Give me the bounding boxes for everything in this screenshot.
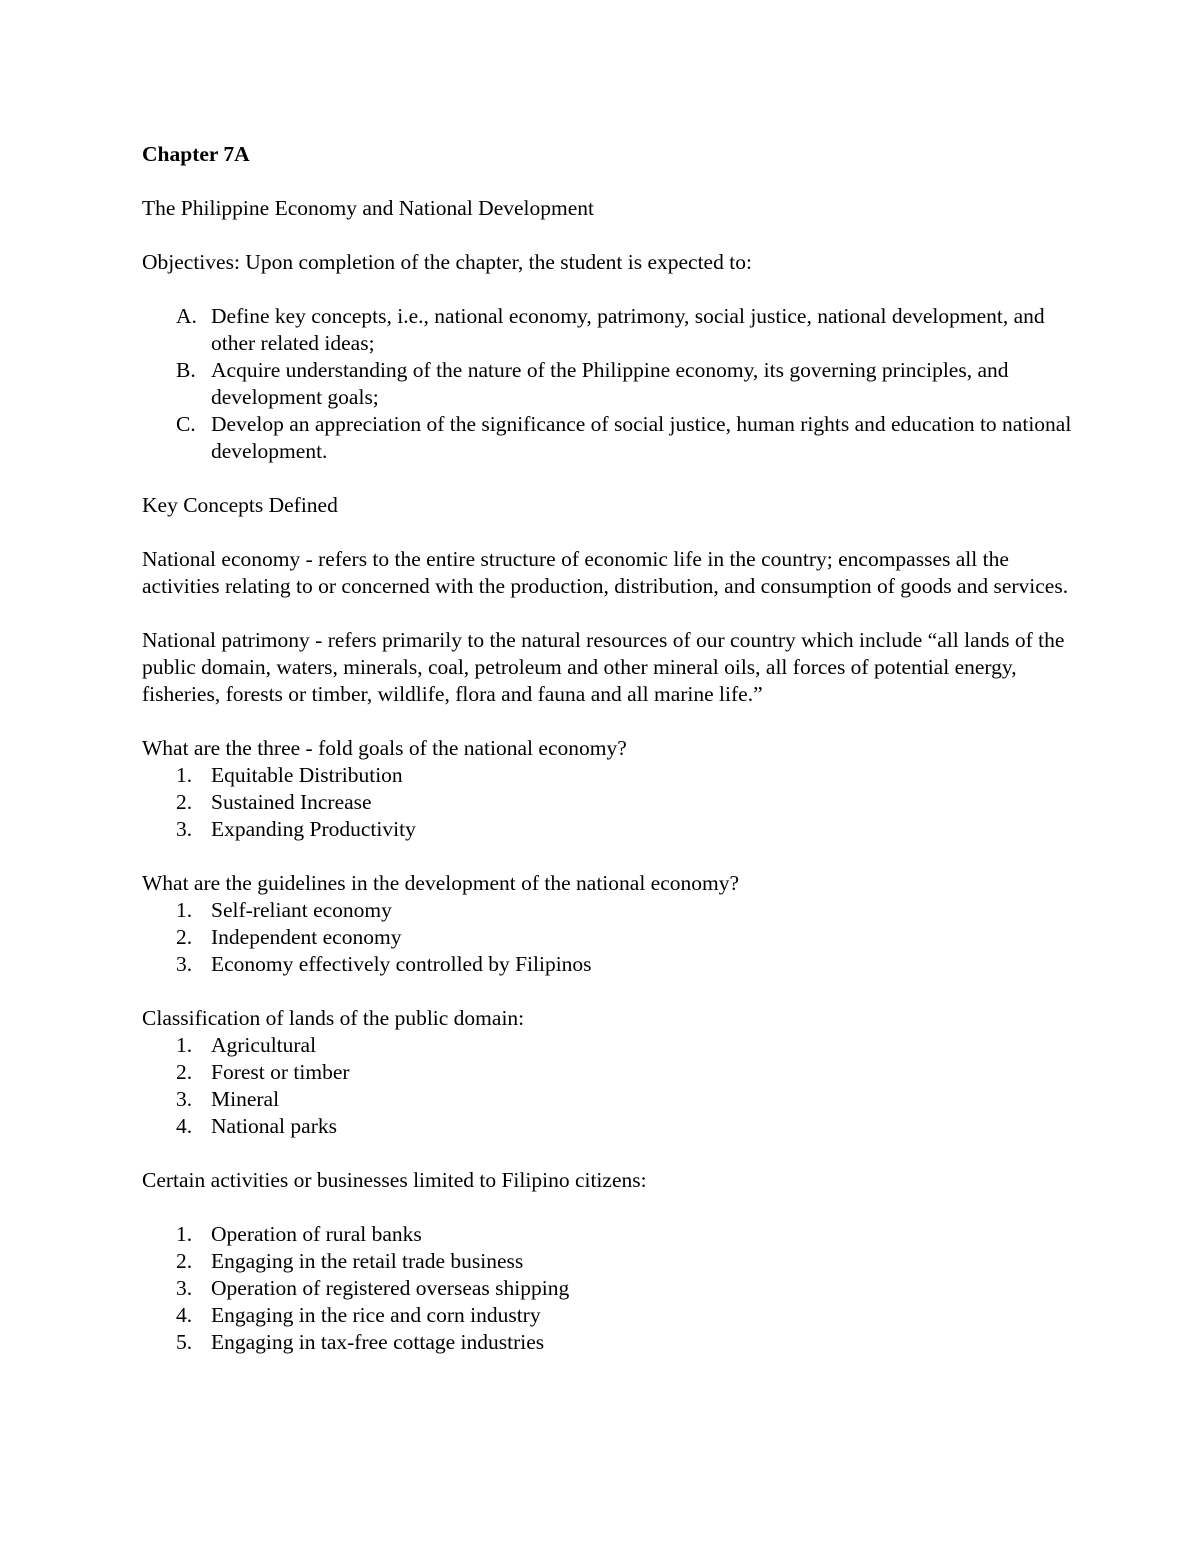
list-item-text: Agricultural	[211, 1033, 317, 1057]
national-economy-definition: National economy - refers to the entire structure of economic life in the country; encompasses all the activities relating to or concerned with the production, distribution, and consumption of goods and services.	[142, 547, 1069, 598]
list-item-text: Expanding Productivity	[211, 817, 416, 841]
goals-list	[142, 762, 1072, 843]
list-item	[142, 1113, 1072, 1140]
lands-heading: Classification of lands of the public domain:	[142, 1006, 525, 1030]
list-marker: 1.	[176, 763, 193, 787]
national-patrimony-definition: National patrimony - refers primarily to the natural resources of our country which include “all lands of the public domain, waters, minerals, coal, petroleum and other mineral oils, all forces of potential energy, fisheries, forests or timber, wildlife, flora and fauna and all marine life.”	[142, 628, 1065, 706]
list-item	[142, 1248, 1072, 1275]
list-marker: 4.	[176, 1114, 193, 1138]
list-item-text: Independent economy	[211, 925, 402, 949]
list-marker: 4.	[176, 1303, 193, 1327]
list-item-text: Economy effectively controlled by Filipinos	[211, 952, 592, 976]
list-item-text: Engaging in tax-free cottage industries	[211, 1330, 545, 1354]
chapter-heading: Chapter 7A	[142, 142, 250, 166]
list-marker: 3.	[176, 1276, 193, 1300]
list-item-text: Engaging in the rice and corn industry	[211, 1303, 541, 1327]
document-page	[142, 141, 1072, 1383]
list-marker: 1.	[176, 898, 193, 922]
document-title: The Philippine Economy and National Development	[142, 196, 594, 220]
list-item	[142, 816, 1072, 843]
list-item	[142, 951, 1072, 978]
list-item	[142, 1086, 1072, 1113]
list-marker: 5.	[176, 1330, 193, 1354]
list-item	[142, 411, 1072, 465]
list-item	[142, 924, 1072, 951]
list-marker: C.	[176, 412, 196, 436]
list-item	[142, 789, 1072, 816]
list-item-text: Sustained Increase	[211, 790, 372, 814]
filipino-activities-heading: Certain activities or businesses limited to Filipino citizens:	[142, 1168, 647, 1192]
list-item-text: Operation of rural banks	[211, 1222, 422, 1246]
list-marker: A.	[176, 304, 197, 328]
list-marker: 2.	[176, 1249, 193, 1273]
list-item	[142, 762, 1072, 789]
key-concepts-heading: Key Concepts Defined	[142, 493, 338, 517]
list-marker: B.	[176, 358, 196, 382]
goals-question: What are the three - fold goals of the national economy?	[142, 736, 627, 760]
objectives-intro: Objectives: Upon completion of the chapter, the student is expected to:	[142, 250, 752, 274]
list-item	[142, 1302, 1072, 1329]
list-item	[142, 1032, 1072, 1059]
list-item-text: Define key concepts, i.e., national economy, patrimony, social justice, national development, and other related ideas;	[211, 304, 1045, 355]
list-item-text: Engaging in the retail trade business	[211, 1249, 524, 1273]
list-item	[142, 1221, 1072, 1248]
lands-list	[142, 1032, 1072, 1140]
list-item-text: National parks	[211, 1114, 337, 1138]
list-item-text: Self-reliant economy	[211, 898, 392, 922]
list-marker: 2.	[176, 1060, 193, 1084]
objectives-list	[142, 303, 1072, 465]
list-item-text: Forest or timber	[211, 1060, 350, 1084]
list-marker: 1.	[176, 1033, 193, 1057]
list-item	[142, 1275, 1072, 1302]
list-item	[142, 357, 1072, 411]
list-item-text: Acquire understanding of the nature of the Philippine economy, its governing principles, and development goals;	[211, 358, 1009, 409]
list-marker: 1.	[176, 1222, 193, 1246]
list-marker: 3.	[176, 952, 193, 976]
list-marker: 3.	[176, 817, 193, 841]
list-item	[142, 303, 1072, 357]
list-marker: 3.	[176, 1087, 193, 1111]
guidelines-list	[142, 897, 1072, 978]
list-item	[142, 1329, 1072, 1356]
list-item	[142, 897, 1072, 924]
list-item	[142, 1059, 1072, 1086]
list-item-text: Develop an appreciation of the significance of social justice, human rights and education to national development.	[211, 412, 1072, 463]
list-item-text: Operation of registered overseas shipping	[211, 1276, 570, 1300]
filipino-activities-list	[142, 1221, 1072, 1356]
list-item-text: Equitable Distribution	[211, 763, 403, 787]
guidelines-question: What are the guidelines in the development of the national economy?	[142, 871, 740, 895]
list-marker: 2.	[176, 925, 193, 949]
list-item-text: Mineral	[211, 1087, 280, 1111]
list-marker: 2.	[176, 790, 193, 814]
